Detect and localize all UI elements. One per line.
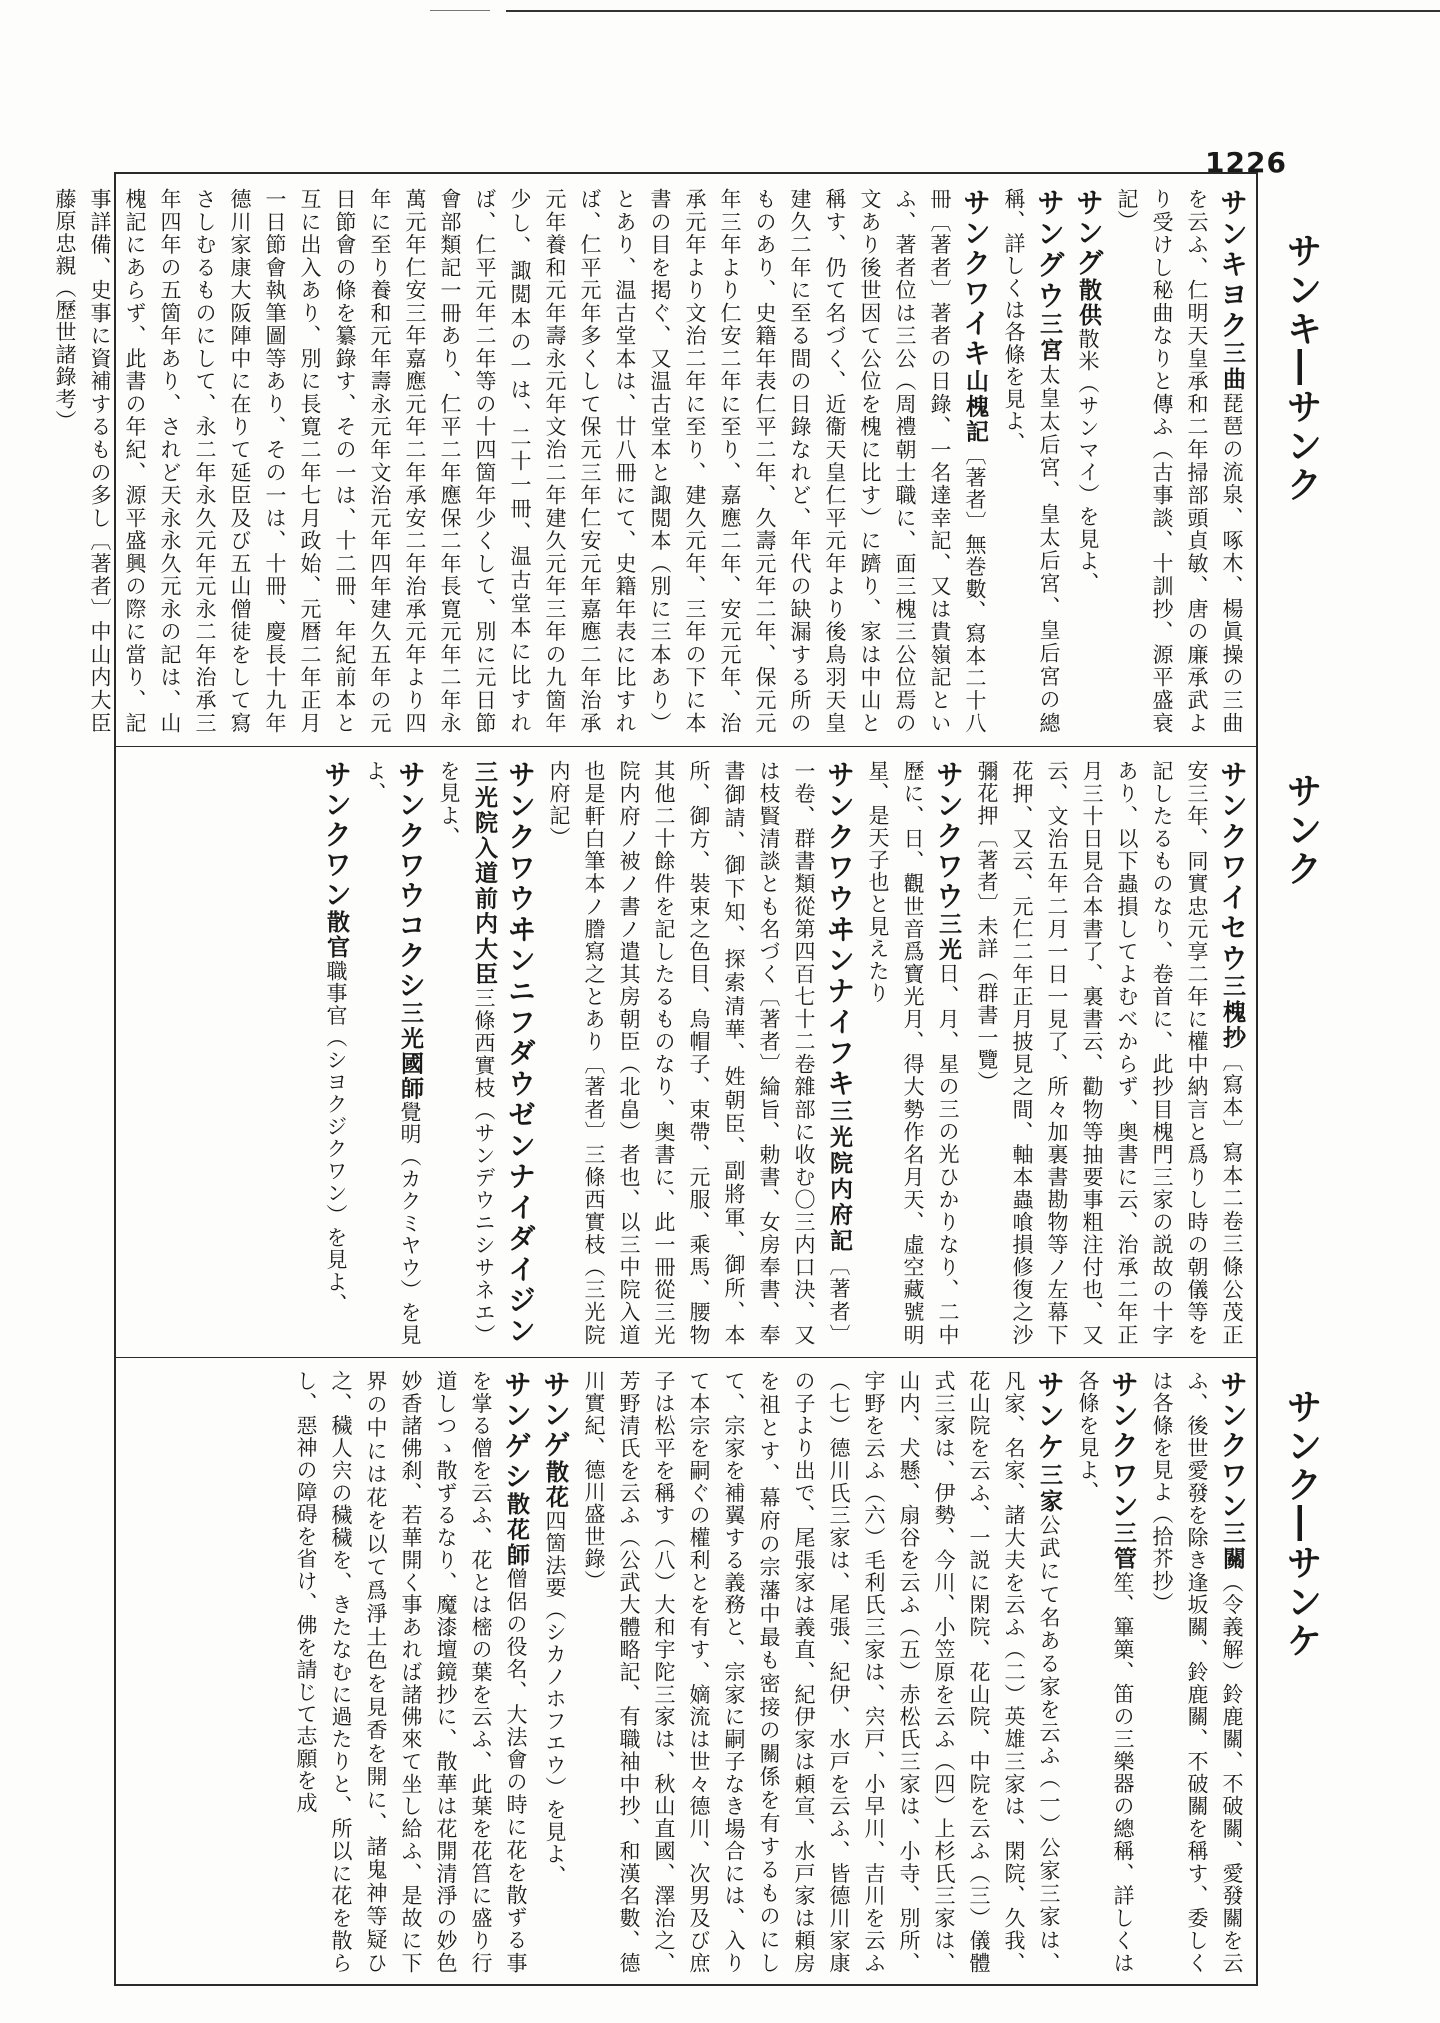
headword: サンクワン — [1216, 1370, 1249, 1521]
tier-lower — [126, 1370, 1250, 1974]
entry — [1109, 188, 1250, 734]
entry — [996, 188, 1067, 734]
kanji-form: 三光國師 — [397, 1000, 424, 1101]
definition: 公武にて名ある家を云ふ（一）公家三家は、凡家、名家、諸大夫を云ふ（二）英雄三家は、閑院、久我、花山院を云ふ、一説に閑院、花山院、中院を云ふ（三）儀體式三家は、伊勢、今川、小笠原を云ふ（四）上杉氏三家は、山内、犬懸、扇谷を云ふ（五）赤松氏三家は、小寺、別所、宇野を云ふ（六）毛利氏三家は、宍戸、小早川、吉川を云ふ（七）德川氏三家は、尾張、紀伊、水戸を云ふ、皆德川家康の子より出で、尾張家は義直、紀伊家は頼宣、水戸家は頼房を祖とす、幕府の宗藩中最も密接の關係を有するものにして、宗家を補翼する義務と、宗家に嗣子なき場合には、入りて本宗を嗣ぐの權利とを有す、嫡流は世々德川、次男及び庶子は松平を稱す（八）大和宇陀三家は、秋山直國、澤治之、芳野清氏を云ふ（公武大體略記、有職袖中抄、和漢名數、德川實紀、德川盛世錄） — [582, 1370, 1061, 1975]
kanji-form: 三光 — [935, 911, 962, 963]
kanji-form: 三曲 — [1219, 341, 1246, 393]
kanji-form: 散花 — [542, 1460, 569, 1510]
definition: 職事官（シヨクジクワン）を見よ、 — [324, 960, 348, 1316]
kanji-form: 散花師 — [503, 1491, 530, 1568]
definition: 四箇法要（シカノホフエウ）を見よ、 — [543, 1510, 567, 1888]
headword: サンクワウ — [932, 760, 965, 912]
entry — [969, 760, 1250, 1346]
kanji-form: 散官 — [323, 910, 350, 960]
headword: サンキヨク — [1216, 188, 1249, 342]
entry — [318, 760, 354, 1346]
definition: 笙、篳篥、笛の三樂器の總稱、詳しくは各條を見よ、 — [1076, 1370, 1135, 1975]
running-head-upper: サンキ―サンク — [1281, 232, 1322, 505]
kanji-form: 三光院入道前内大臣 — [471, 760, 498, 988]
entry — [860, 760, 966, 1346]
entry — [541, 760, 857, 1346]
headword: サンクワイセウ — [1216, 760, 1249, 974]
definition: 覺明（カクミヤウ）を見よ、 — [363, 760, 422, 1347]
entry — [357, 760, 428, 1346]
page-number: 1226 — [1205, 146, 1287, 179]
entry — [576, 1370, 1067, 1974]
headword: サンケ — [1033, 1370, 1066, 1463]
entry — [431, 760, 538, 1346]
definition: 太皇太后宮、皇太后宮、皇后宮の總稱、詳しくは各條を見よ、 — [1002, 188, 1061, 735]
headword: サンゲシ — [500, 1370, 533, 1492]
entry — [1070, 188, 1106, 734]
headword: サンクワン — [1107, 1370, 1140, 1521]
entry — [288, 1370, 534, 1974]
top-edge-rule — [506, 10, 1440, 12]
running-head-lower: サンク―サンケ — [1281, 1388, 1322, 1661]
headword: サンクワウヰンニフダウゼンナイダイジン — [504, 760, 537, 1346]
kanji-form: 三關 — [1219, 1520, 1246, 1572]
definition: 〔寫本〕寫本二卷三條公茂正安三年、同實忠元享二年に權中納言と爲りし時の朝儀等を記したるものなり、卷首に、此抄目槐門三家の説故の十字あり、以下蟲損してよむべからず、奥書に云、治承二年正月三十日見合本書了、裏書云、勸物等抽要事粗注付也、又云、文治五年二月一日一見了、所々加裏書勘物等ノ左幕下花押、又云、元仁二年正月披見之間、軸本蟲喰損修復之沙彌花押〔著者〕未詳（群書一覽） — [975, 760, 1244, 1347]
top-edge-tick — [430, 10, 490, 11]
headword: サンクワウヰンナイフキ — [823, 760, 856, 1100]
definition: 〔著者〕無巻數、寫本二十八冊〔著者〕著者の日錄、一名達幸記、又は貴嶺記といふ、著者位は三公（周禮朝士職に、面三槐三公位焉の文あり後世因て公位を槐に比す）に躋り、家は中山と稱す、仍て名づく、近衞天皇仁平元年より後鳥羽天皇建久二年に至る間の日錄なれど、年代の缺漏する所のものあり、史籍年表仁平二年、久壽元年二年、保元元年三年より仁安二年に至り、嘉應二年、安元元年、治承元年より文治二年に至り、建久元年、三年の下に本書の目を掲ぐ、又温古堂本と諏閲本（別に三本あり）とあり、温古堂本は、廿八冊にて、史籍年表に比すれば、仁平元年多くして保元三年仁安元年嘉應二年治承元年養和元年壽永元年文治二年建久元年三年の九箇年少し、諏閲本の一は、二十一冊、温古堂本に比すれば、仁平元年二年等の十四箇年少くして、別に元日節會部類記一冊あり、仁平二年應保二年長寛元年二年永萬元年仁安三年嘉應元年二年承安二年治承元年より四年に至り養和元年壽永元年文治元年四年建久五年の元日節會の條を纂錄す、その一は、十二冊、年紀前本と互に出入あり、別に長寛二年七月政始、元暦二年正月一日節會執筆圖等あり、その一は、十冊、慶長十九年德川家康大阪陣中に在りて延臣及び五山僧徒をして寫さしむるものにして、永二年永久元年元永二年治承三年四年の五箇年あり、されど天永永久元永の記は、山槐記にあらず、此書の年紀、源平盛興の際に當り、記事詳備、史事に資補するもの多し〔著者〕中山内大臣藤原忠親（歷世諸錄考） — [53, 188, 987, 734]
kanji-form: 三光院内府記 — [826, 1099, 853, 1255]
kanji-form: 三槐抄 — [1219, 973, 1246, 1051]
entry — [1070, 1370, 1141, 1974]
headword: サングウ — [1033, 188, 1066, 312]
entry — [47, 188, 993, 734]
headword: サンゲ — [539, 1370, 572, 1460]
kanji-form: 散供 — [1075, 278, 1102, 328]
kanji-form: 三管 — [1110, 1520, 1137, 1572]
headword: サンクワウコクシ — [394, 760, 427, 1001]
entry — [537, 1370, 573, 1974]
headword: サンクワイキ — [959, 188, 992, 369]
definition: 三條西實枝（サンデウニシサネエ）を見よ、 — [437, 760, 496, 1347]
tier-divider-upper — [114, 746, 1258, 747]
tier-middle — [126, 760, 1250, 1346]
definition: 散米（サンマイ）を見よ、 — [1076, 328, 1100, 595]
definition: 〔著者〕一卷、群書類從第四百七十二卷雜部に收む〇三内口決、又は枝賢清談とも名づく〔著者〕綸旨、勅書、女房奉書、奉書御請、御下知、探索清華、姓朝臣、副將軍、御所、本所、御方、裝束之色目、烏帽子、束帶、元服、乘馬、腰物其他二十餘件を記したるものなり、奥書に、此一冊從三光院内府ノ被ノ書ノ遣其房朝臣（北畠）者也、以三中院入道也是軒白筆本ノ謄寫之とあり〔著者〕三條西實枝（三光院内府記） — [547, 760, 851, 1346]
headword: サンクワン — [320, 760, 353, 910]
entry — [1144, 1370, 1250, 1974]
running-head-middle: サンク — [1281, 772, 1322, 889]
kanji-form: 三宮 — [1036, 311, 1063, 364]
headword: サング — [1072, 188, 1105, 278]
definition: 僧侶の役名、大法會の時に花を散ずる事を掌る僧を云ふ、花とは樒の葉を云ふ、此葉を花筥に盛り行道しつゝ散ずるなり、魔漆壇鏡抄に、散華は花開清淨の妙色妙香諸佛刹、若華開く事あれば諸佛來て坐し給ふ、是故に下界の中には花を以て爲淨土色を見香を開に、諸鬼神等疑ひ之、穢人宍の穢穢を、きたなむに過たりと、所以に花を散らし、惡神の障碍を省け、佛を請じて志願を成 — [294, 1370, 528, 1975]
kanji-form: 三家 — [1036, 1462, 1063, 1515]
definition: 琵琶の流泉、啄木、楊眞操の三曲を云ふ、仁明天皇承和二年掃部頭貞敏、唐の廉承武より受けし秘曲なりと傳ふ（古事談、十訓抄、源平盛衰記） — [1115, 188, 1244, 735]
kanji-form: 山槐記 — [962, 368, 989, 445]
tier-upper — [53, 188, 1250, 735]
definition: 日、月、星の三の光ひかりなり、二中歷に、日、觀世音爲寶光月、得大勢作名月天、虛空藏號明星、是天子也と見えたり — [866, 760, 960, 1347]
tier-divider-lower — [114, 1357, 1258, 1358]
definition: （令義解）鈴鹿關、不破關、愛發關を云ふ、後世愛發を除き逢坂關、鈴鹿關、不破關を稱す、委しくは各條を見よ（拾芥抄） — [1150, 1370, 1244, 1975]
